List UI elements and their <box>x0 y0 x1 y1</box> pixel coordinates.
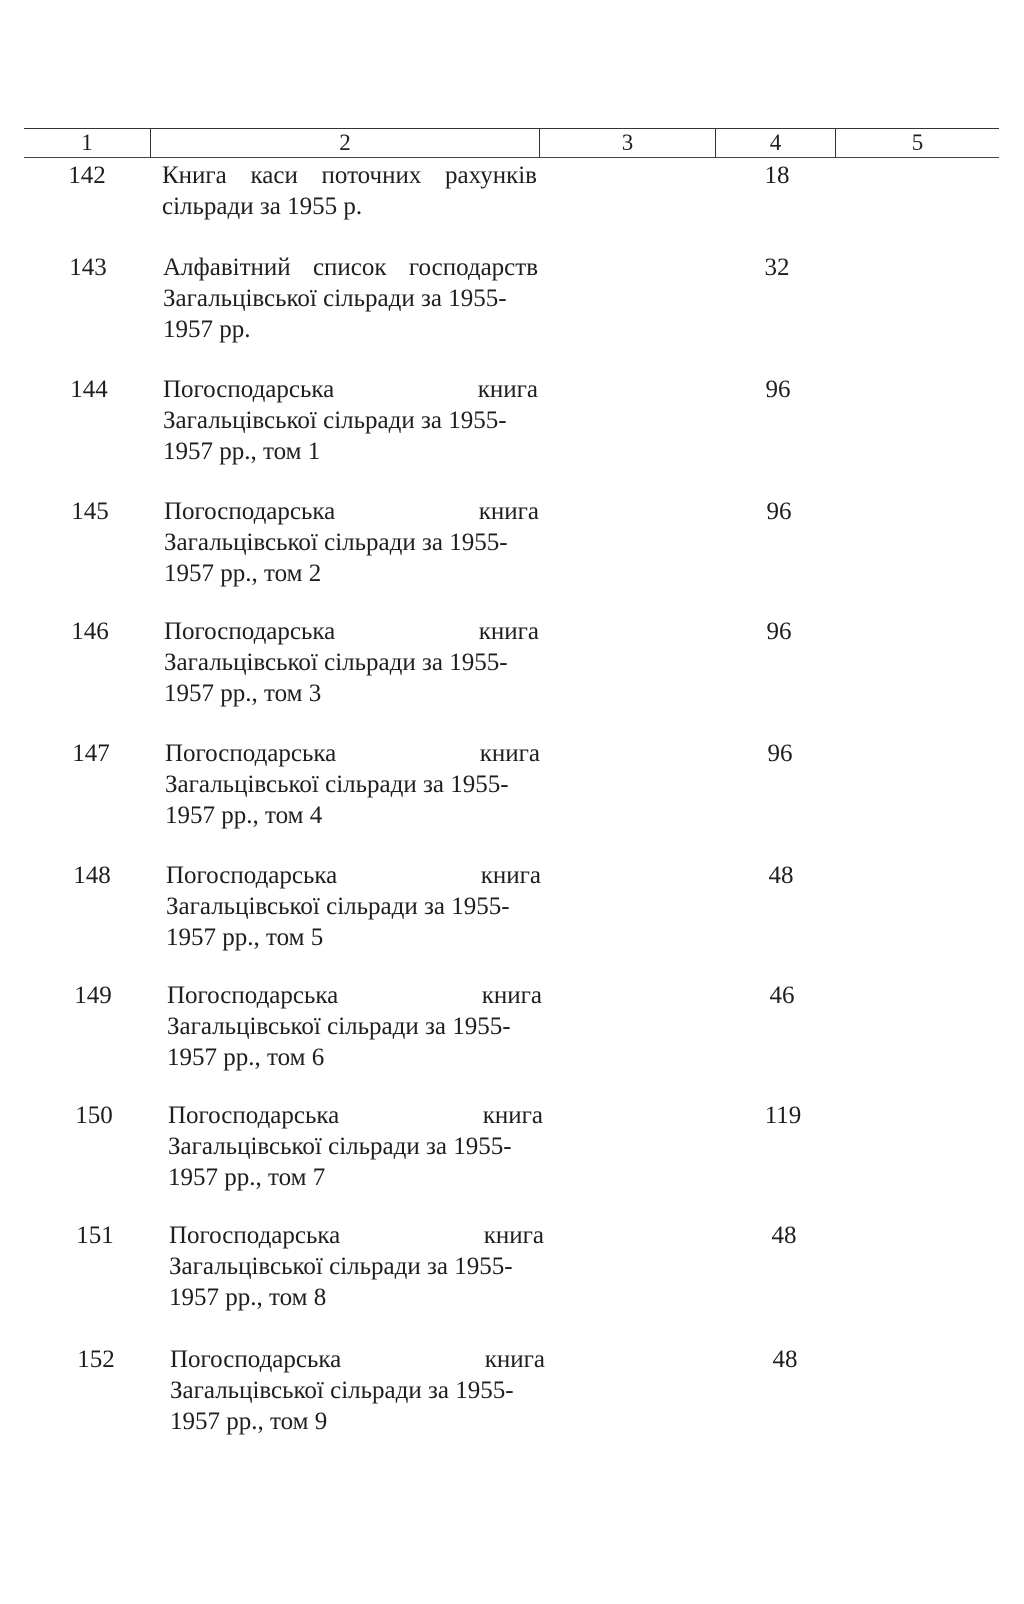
row-title-word: господарств <box>408 254 538 281</box>
row-number: 144 <box>70 376 108 403</box>
row-title <box>163 374 538 467</box>
row-sheet-count: 18 <box>764 162 790 189</box>
row-number: 142 <box>68 162 106 189</box>
row-title <box>164 616 539 709</box>
row-title-word: книга <box>481 982 542 1009</box>
row-title-line <box>168 1100 543 1131</box>
row-title-word: рахунків <box>445 162 537 189</box>
row-sheet-count: 46 <box>769 982 795 1009</box>
row-title-line <box>166 860 541 891</box>
row-number: 143 <box>69 254 107 281</box>
row-title-line <box>164 496 539 527</box>
row-title-line: Загальцівської сільради за 1955- <box>168 1133 512 1160</box>
row-sheet-count: 48 <box>771 1222 797 1249</box>
row-number: 149 <box>74 982 112 1009</box>
table-row <box>0 496 1024 606</box>
row-title-line: Загальцівської сільради за 1955- <box>165 771 509 798</box>
row-title-word: книга <box>482 1102 543 1129</box>
row-title <box>170 1344 545 1437</box>
row-title <box>164 496 539 589</box>
row-title-word: Алфавітний <box>163 254 291 281</box>
row-title-line <box>165 738 540 769</box>
row-number: 152 <box>77 1346 115 1373</box>
row-sheet-count: 96 <box>766 498 792 525</box>
row-title-word: книга <box>479 740 540 767</box>
row-title-line: 1957 рр., том 2 <box>164 560 322 587</box>
row-title-word: книга <box>480 862 541 889</box>
row-title-line: 1957 рр., том 1 <box>163 438 321 465</box>
row-title-word: каси <box>250 162 298 189</box>
row-sheet-count: 96 <box>765 376 791 403</box>
header-col-1: 1 <box>81 130 93 155</box>
row-title-line: 1957 рр., том 6 <box>167 1044 325 1071</box>
row-sheet-count: 96 <box>767 740 793 767</box>
row-title-line <box>163 252 538 283</box>
header-col-2: 2 <box>150 129 540 157</box>
header-col-3: 3 <box>540 129 716 157</box>
table-row <box>0 1100 1024 1210</box>
row-title-line: Загальцівської сільради за 1955- <box>163 285 507 312</box>
row-title-word: книга <box>478 618 539 645</box>
row-number: 147 <box>72 740 110 767</box>
row-title <box>163 252 538 345</box>
row-title-line <box>164 616 539 647</box>
row-title-line: 1957 рр. <box>163 316 251 343</box>
table-row <box>0 980 1024 1090</box>
row-title-line <box>162 160 537 191</box>
row-title-line: 1957 рр., том 8 <box>169 1284 327 1311</box>
row-title <box>165 738 540 831</box>
row-title-word: список <box>312 254 387 281</box>
row-title-word: Погосподарська <box>168 1102 340 1129</box>
row-title-line: Загальцівської сільради за 1955- <box>163 407 507 434</box>
table-row <box>0 860 1024 970</box>
header-col-5: 5 <box>911 130 924 155</box>
row-title-line: 1957 рр., том 3 <box>164 680 322 707</box>
row-title-word: Погосподарська <box>164 618 336 645</box>
row-title-word: Погосподарська <box>170 1346 342 1373</box>
row-title-word: книга <box>484 1346 545 1373</box>
row-title-line: 1957 рр., том 4 <box>165 802 323 829</box>
row-title-line: 1957 рр., том 7 <box>168 1164 326 1191</box>
row-title-line: сільради за 1955 р. <box>162 193 363 220</box>
row-title <box>162 160 537 222</box>
row-sheet-count: 32 <box>764 254 790 281</box>
row-sheet-count: 119 <box>764 1102 802 1129</box>
row-title-line: 1957 рр., том 9 <box>170 1408 328 1435</box>
row-title-word: Погосподарська <box>169 1222 341 1249</box>
row-number: 150 <box>75 1102 113 1129</box>
row-sheet-count: 48 <box>768 862 794 889</box>
row-title-word: книга <box>478 498 539 525</box>
row-title-line: Загальцівської сільради за 1955- <box>164 649 508 676</box>
row-title-line: Загальцівської сільради за 1955- <box>167 1013 511 1040</box>
table-row <box>0 616 1024 726</box>
row-title-line <box>169 1220 544 1251</box>
row-title-line: Загальцівської сільради за 1955- <box>170 1377 514 1404</box>
row-number: 151 <box>76 1222 114 1249</box>
row-title-line <box>170 1344 545 1375</box>
row-title-word: книга <box>477 376 538 403</box>
table-row <box>0 374 1024 484</box>
row-title-word: Погосподарська <box>167 982 339 1009</box>
row-sheet-count: 96 <box>766 618 792 645</box>
row-title-word: Погосподарська <box>163 376 335 403</box>
row-title-word: поточних <box>321 162 422 189</box>
row-sheet-count: 48 <box>772 1346 798 1373</box>
row-number: 146 <box>71 618 109 645</box>
header-col-4: 4 <box>716 129 836 157</box>
row-title-word: книга <box>483 1222 544 1249</box>
table-row <box>0 1220 1024 1330</box>
row-title <box>167 980 542 1073</box>
row-title-line: 1957 рр., том 5 <box>166 924 324 951</box>
row-title-line <box>167 980 542 1011</box>
row-title-line <box>163 374 538 405</box>
row-title-word: Погосподарська <box>166 862 338 889</box>
row-title <box>168 1100 543 1193</box>
row-number: 148 <box>73 862 111 889</box>
row-title-line: Загальцівської сільради за 1955- <box>164 529 508 556</box>
row-number: 145 <box>71 498 109 525</box>
row-title-word: Погосподарська <box>165 740 337 767</box>
row-title-line: Загальцівської сільради за 1955- <box>169 1253 513 1280</box>
row-title-word: Книга <box>162 162 227 189</box>
table-row <box>0 1344 1024 1454</box>
table-row <box>0 252 1024 362</box>
row-title-line: Загальцівської сільради за 1955- <box>166 893 510 920</box>
row-title <box>169 1220 544 1313</box>
row-title <box>166 860 541 953</box>
table-row <box>0 738 1024 848</box>
row-title-word: Погосподарська <box>164 498 336 525</box>
table-header-row <box>24 128 999 158</box>
